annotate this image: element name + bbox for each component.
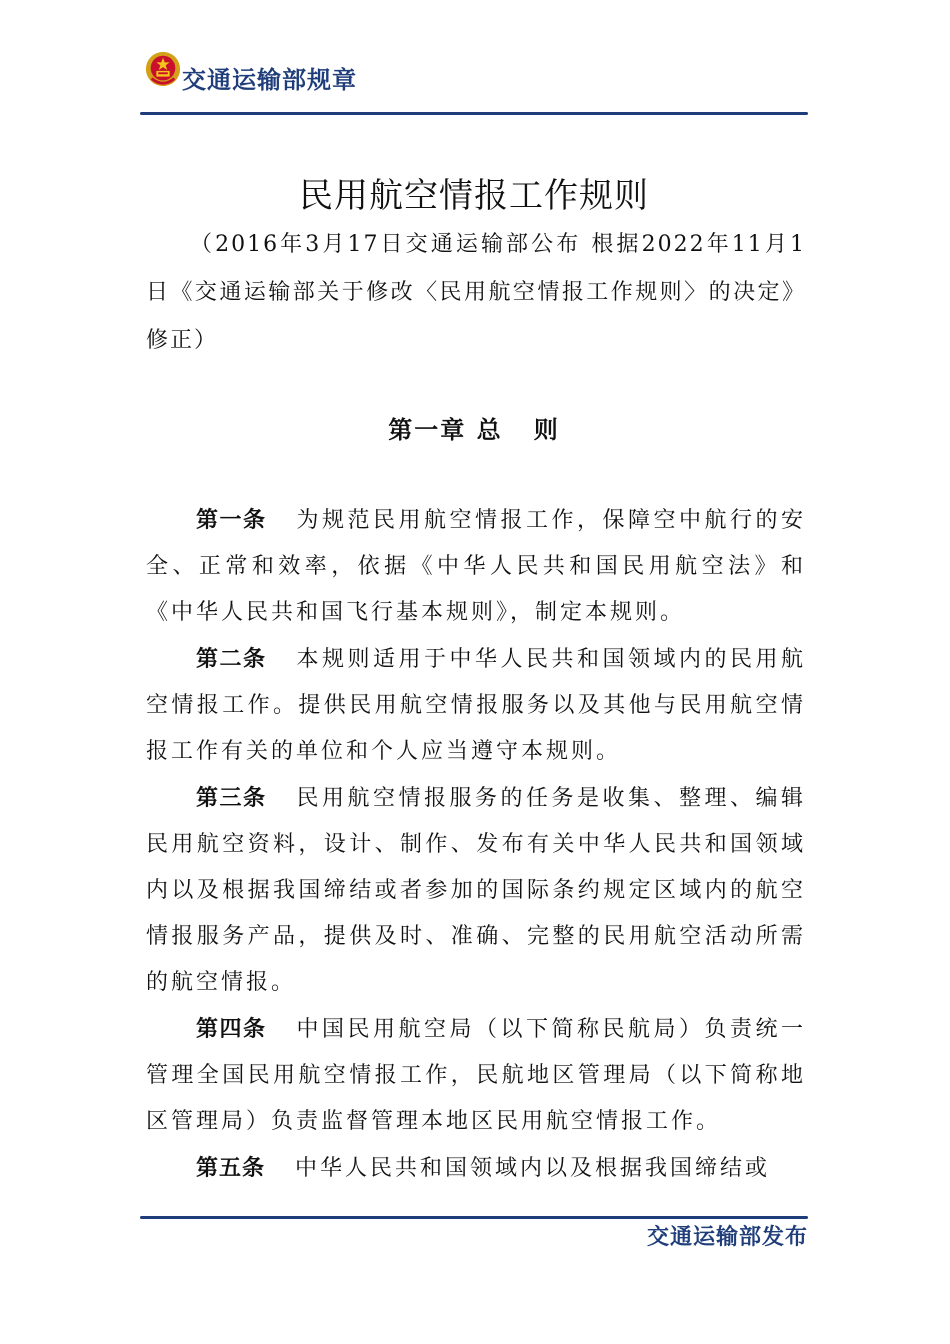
article-label: 第四条 <box>196 1017 267 1042</box>
header-title: 交通运输部规章 <box>182 66 357 94</box>
chapter-title: 第一章 总 则 <box>388 416 560 444</box>
article-label: 第二条 <box>196 647 267 672</box>
article-text: 中国民用航空局（以下简称民航局）负责统一管理全国民用航空情报工作，民航地区管理局（以下简称地区管理局）负责监督管理本地区民用航空情报工作。 <box>146 1017 806 1134</box>
article-text: 为规范民用航空情报工作，保障空中航行的安全、正常和效率，依据《中华人民共和国民用航空法》和《中华人民共和国飞行基本规则》，制定本规则。 <box>146 508 806 625</box>
footer-divider <box>140 1216 808 1219</box>
article-2 <box>146 637 806 775</box>
article-label: 第三条 <box>196 786 267 811</box>
article-3 <box>146 776 806 1006</box>
article-text: 本规则适用于中华人民共和国领域内的民用航空情报工作。提供民用航空情报服务以及其他与民用航空情报工作有关的单位和个人应当遵守本规则。 <box>146 647 806 764</box>
footer-publisher: 交通运输部发布 <box>646 1225 808 1250</box>
article-label: 第五条 <box>196 1156 266 1181</box>
national-emblem-icon <box>144 50 182 88</box>
revision-note: （2016年3月17日交通运输部公布 根据2022年11月1日《交通运输部关于修改〈民用航空情报工作规则〉的决定》修正） <box>146 232 806 353</box>
article-label: 第一条 <box>196 508 267 533</box>
article-text: 民用航空情报服务的任务是收集、整理、编辑民用航空资料，设计、制作、发布有关中华人民共和国领域内以及根据我国缔结或者参加的国际条约规定区域内的航空情报服务产品，提供及时、准确、完整的民用航空活动所需的航空情报。 <box>146 786 806 995</box>
document-title: 民用航空情报工作规则 <box>299 176 649 216</box>
article-text: 中华人民共和国领域内以及根据我国缔结或 <box>295 1156 771 1181</box>
header-divider <box>140 112 808 115</box>
article-5 <box>146 1146 806 1192</box>
article-1 <box>146 498 806 636</box>
page-header <box>140 46 808 116</box>
article-4 <box>146 1007 806 1145</box>
